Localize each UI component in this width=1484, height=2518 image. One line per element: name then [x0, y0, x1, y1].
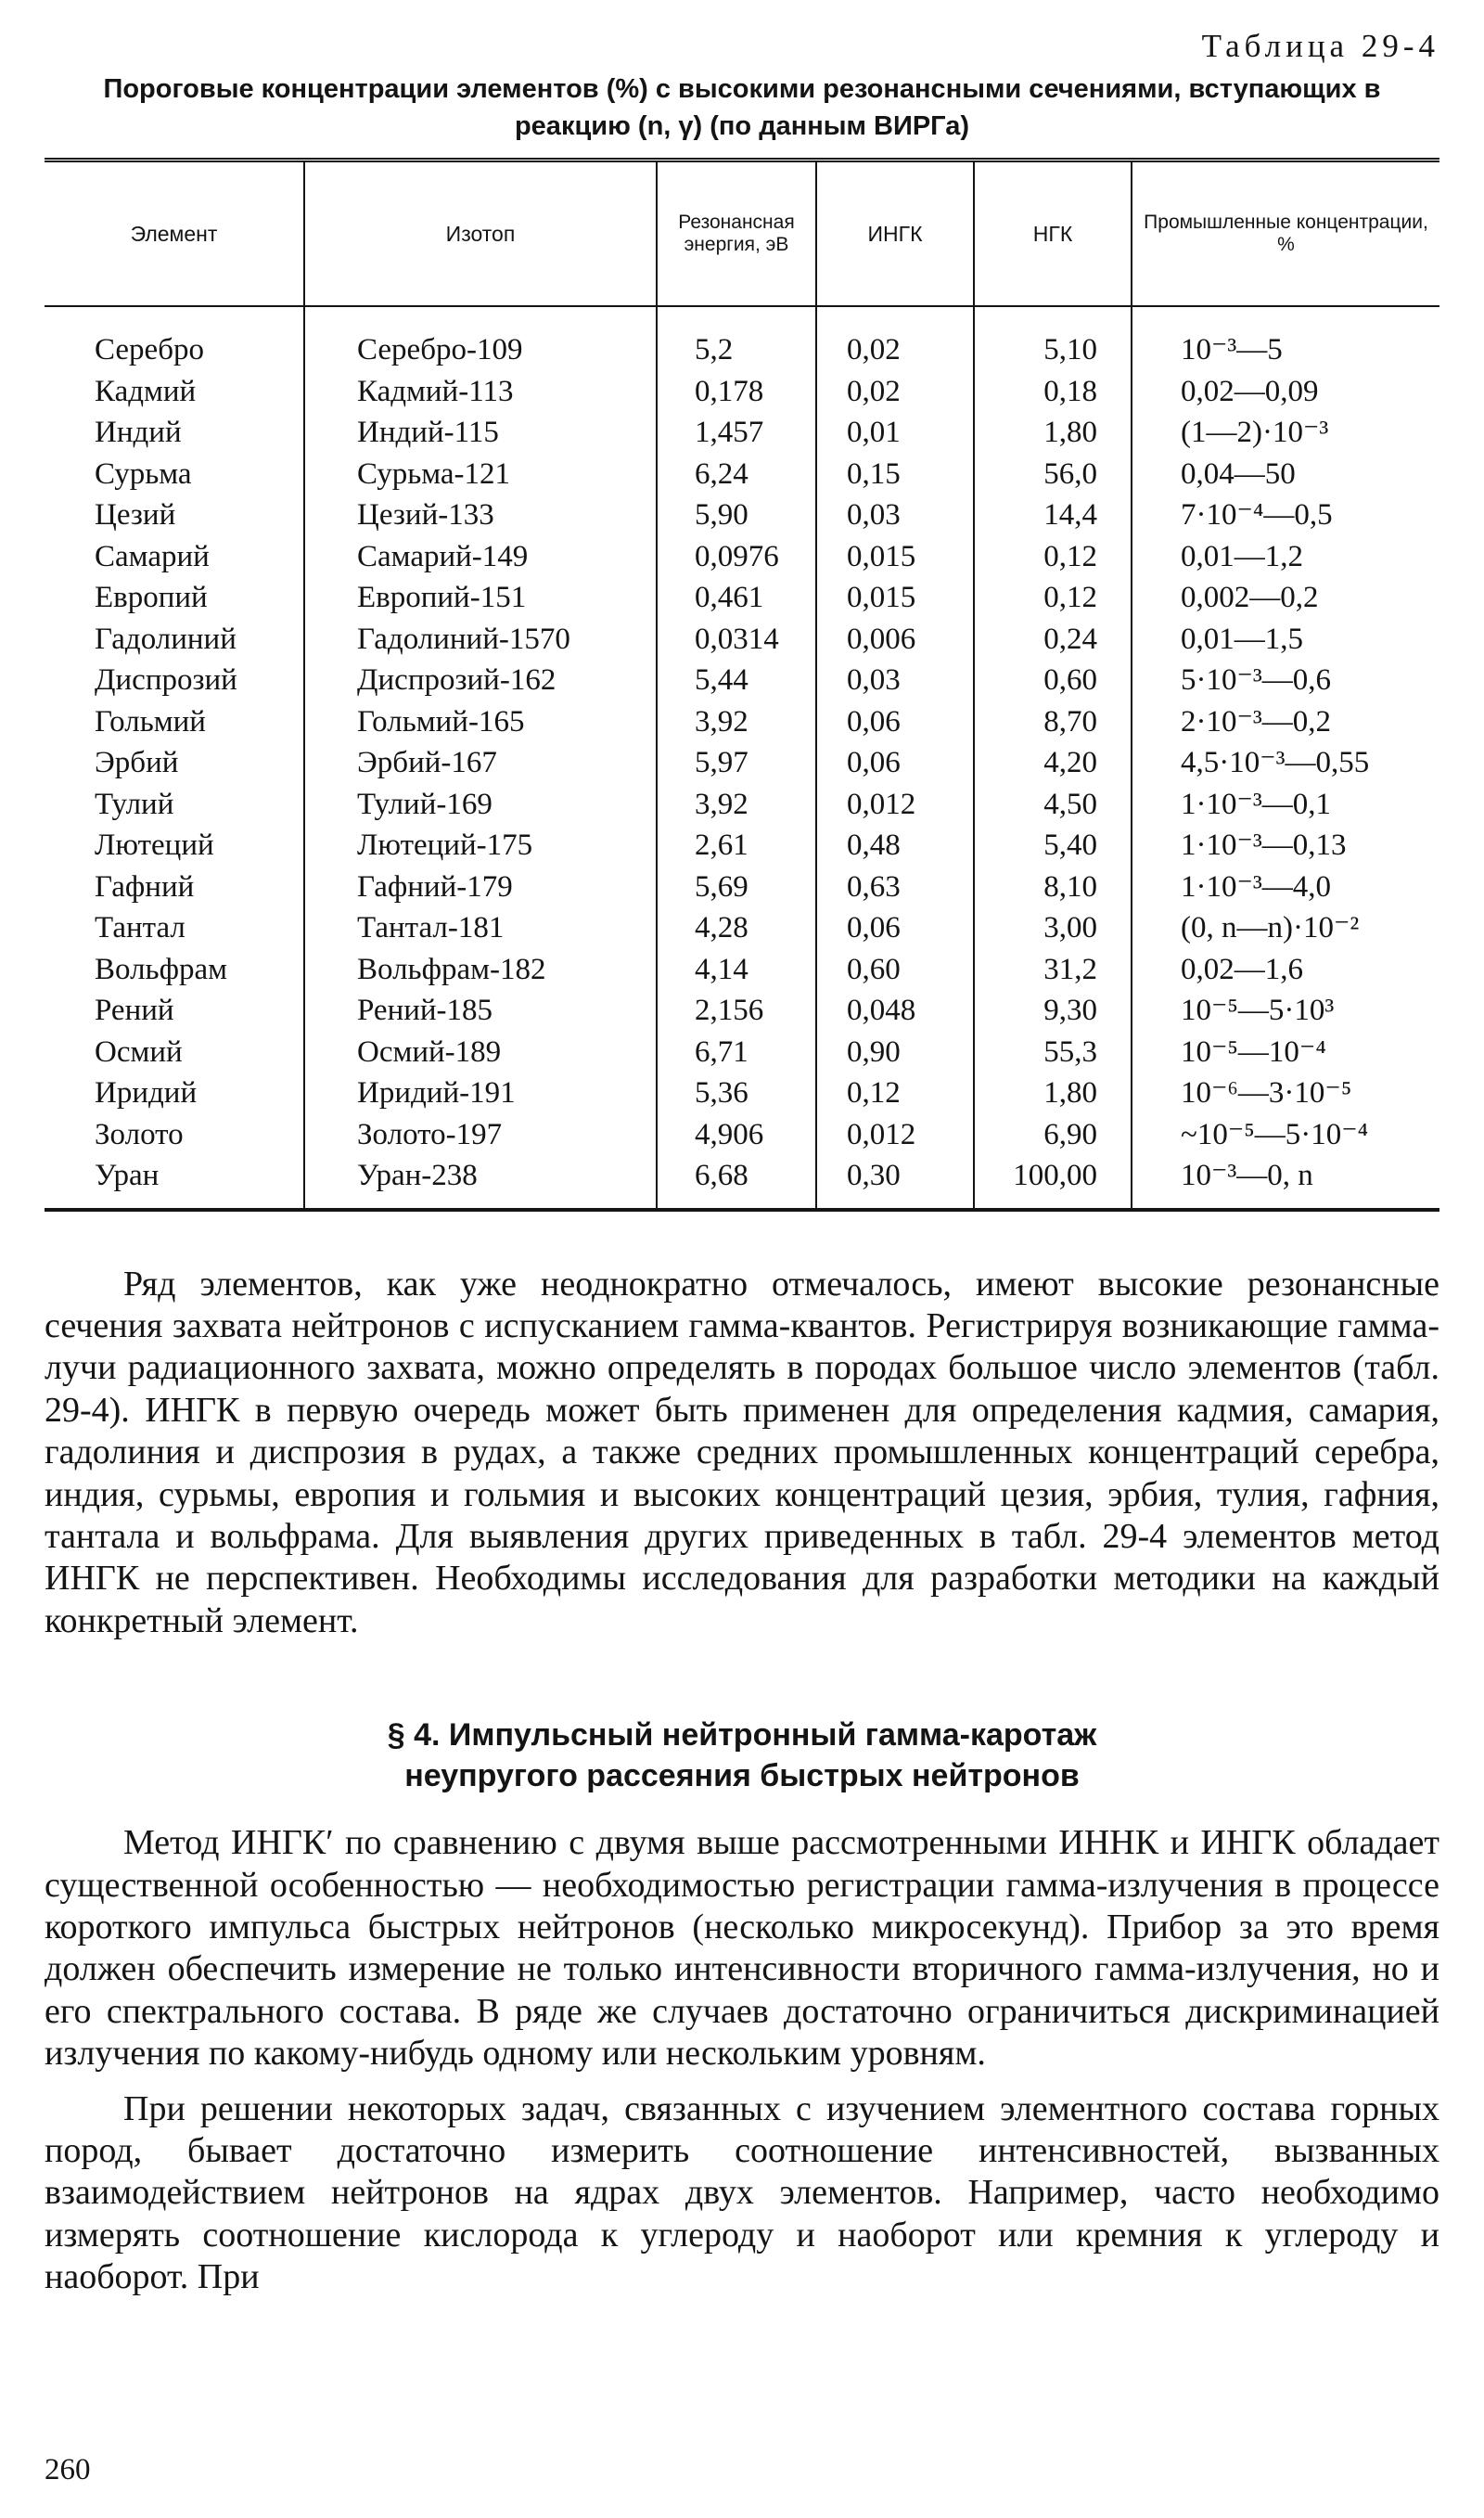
- cell-ingk: 0,90: [816, 1032, 974, 1073]
- table-number: Таблица 29-4: [1201, 28, 1439, 64]
- cell-ingk: 0,03: [816, 495, 974, 536]
- cell-element: Вольфрам: [95, 952, 228, 986]
- table-row: [45, 412, 1439, 454]
- cell-ngk: 8,10: [974, 867, 1132, 908]
- cell-ngk: 0,18: [974, 371, 1132, 413]
- cell-ingk: 0,02: [816, 306, 974, 371]
- cell-element: Иридий: [95, 1076, 198, 1110]
- cell-industrial-concentration: 7·10⁻⁴—0,5: [1132, 495, 1439, 536]
- cell-isotope: Вольфрам-182: [304, 949, 657, 991]
- cell-ngk: 4,20: [974, 742, 1132, 784]
- table-row: [45, 1155, 1439, 1210]
- cell-industrial-concentration: 5·10⁻³—0,6: [1132, 660, 1439, 701]
- body-text-2: [45, 1822, 1439, 2298]
- cell-resonance-energy: 0,461: [657, 577, 816, 619]
- table-row: [45, 1032, 1439, 1073]
- cell-industrial-concentration: 10⁻⁶—3·10⁻⁵: [1132, 1073, 1439, 1114]
- cell-ngk: 1,80: [974, 412, 1132, 454]
- cell-isotope: Диспрозий-162: [304, 660, 657, 701]
- cell-ingk: 0,01: [816, 412, 974, 454]
- cell-element: Лютеций: [95, 829, 214, 862]
- cell-element: Уран: [95, 1159, 160, 1192]
- cell-isotope: Эрбий-167: [304, 742, 657, 784]
- cell-industrial-concentration: 1·10⁻³—0,13: [1132, 825, 1439, 867]
- cell-isotope: Осмий-189: [304, 1032, 657, 1073]
- cell-ngk: 14,4: [974, 495, 1132, 536]
- cell-resonance-energy: 6,71: [657, 1032, 816, 1073]
- table-row: [45, 371, 1439, 413]
- cell-resonance-energy: 6,68: [657, 1155, 816, 1210]
- cell-element: Серебро: [95, 333, 204, 366]
- cell-ingk: 0,02: [816, 371, 974, 413]
- header-resonance-energy: Резонансная энергия, эВ: [657, 161, 816, 307]
- cell-element: Сурьма: [95, 456, 192, 491]
- cell-resonance-energy: 3,92: [657, 701, 816, 743]
- cell-element: Эрбий: [95, 746, 179, 779]
- cell-isotope: Самарий-149: [304, 536, 657, 578]
- cell-element: Европий: [95, 581, 208, 614]
- cell-resonance-energy: 5,69: [657, 867, 816, 908]
- cell-isotope: Тулий-169: [304, 784, 657, 826]
- table-row: [45, 454, 1439, 495]
- table-row: [45, 825, 1439, 867]
- cell-element: Индий: [95, 416, 182, 449]
- table-row: [45, 742, 1439, 784]
- cell-resonance-energy: 2,156: [657, 990, 816, 1032]
- cell-element: Гафний: [95, 869, 195, 904]
- cell-industrial-concentration: 10⁻³—5: [1132, 306, 1439, 371]
- cell-isotope: Иридий-191: [304, 1073, 657, 1114]
- cell-element: Рений: [95, 994, 174, 1027]
- cell-industrial-concentration: 10⁻⁵—5·10³: [1132, 990, 1439, 1032]
- cell-industrial-concentration: 0,04—50: [1132, 454, 1439, 495]
- cell-element: Самарий: [95, 539, 210, 573]
- table-caption: Пороговые концентрации элементов (%) с высокими резонансными сечениями, вступающих в реакцию (n, γ) (по данным ВИРГа): [103, 74, 1381, 141]
- cell-element: Гадолиний: [95, 622, 237, 656]
- cell-ingk: 0,012: [816, 1114, 974, 1156]
- cell-resonance-energy: 6,24: [657, 454, 816, 495]
- cell-ingk: 0,048: [816, 990, 974, 1032]
- cell-isotope: Уран-238: [304, 1155, 657, 1210]
- cell-ingk: 0,06: [816, 742, 974, 784]
- cell-ingk: 0,60: [816, 949, 974, 991]
- cell-resonance-energy: 0,178: [657, 371, 816, 413]
- cell-ngk: 5,40: [974, 825, 1132, 867]
- table-row: [45, 949, 1439, 991]
- cell-ingk: 0,015: [816, 536, 974, 578]
- table-body: [45, 306, 1439, 1210]
- table-row: [45, 660, 1439, 701]
- cell-industrial-concentration: 0,02—1,6: [1132, 949, 1439, 991]
- cell-isotope: Кадмий-113: [304, 371, 657, 413]
- header-element: Элемент: [45, 161, 304, 307]
- cell-isotope: Серебро-109: [304, 306, 657, 371]
- cell-resonance-energy: 5,44: [657, 660, 816, 701]
- cell-ngk: 1,80: [974, 1073, 1132, 1114]
- cell-industrial-concentration: 0,02—0,09: [1132, 371, 1439, 413]
- cell-ngk: 0,24: [974, 619, 1132, 661]
- cell-isotope: Индий-115: [304, 412, 657, 454]
- cell-ngk: 3,00: [974, 907, 1132, 949]
- cell-resonance-energy: 5,97: [657, 742, 816, 784]
- cell-ngk: 0,12: [974, 577, 1132, 619]
- header-industrial-concentrations: Промышленные концентрации, %: [1132, 161, 1439, 307]
- cell-industrial-concentration: 0,01—1,2: [1132, 536, 1439, 578]
- cell-ingk: 0,12: [816, 1073, 974, 1114]
- cell-ingk: 0,012: [816, 784, 974, 826]
- header-ngk: НГК: [974, 161, 1132, 307]
- cell-industrial-concentration: 10⁻³—0, n: [1132, 1155, 1439, 1210]
- cell-industrial-concentration: (0, n—n)·10⁻²: [1132, 907, 1439, 949]
- cell-element: Тантал: [95, 911, 186, 944]
- cell-isotope: Гольмий-165: [304, 701, 657, 743]
- cell-resonance-energy: 5,90: [657, 495, 816, 536]
- cell-industrial-concentration: 0,002—0,2: [1132, 577, 1439, 619]
- cell-resonance-energy: 3,92: [657, 784, 816, 826]
- cell-ingk: 0,48: [816, 825, 974, 867]
- table-row: [45, 536, 1439, 578]
- cell-industrial-concentration: 0,01—1,5: [1132, 619, 1439, 661]
- cell-resonance-energy: 2,61: [657, 825, 816, 867]
- cell-isotope: Золото-197: [304, 1114, 657, 1156]
- cell-ngk: 4,50: [974, 784, 1132, 826]
- table-row: [45, 306, 1439, 371]
- table-row: [45, 907, 1439, 949]
- cell-isotope: Лютеций-175: [304, 825, 657, 867]
- cell-ingk: 0,06: [816, 907, 974, 949]
- cell-ingk: 0,06: [816, 701, 974, 743]
- cell-ngk: 6,90: [974, 1114, 1132, 1156]
- cell-element: Гольмий: [95, 704, 206, 739]
- cell-isotope: Рений-185: [304, 990, 657, 1032]
- cell-element: Золото: [95, 1117, 184, 1151]
- table-row: [45, 990, 1439, 1032]
- cell-isotope: Сурьма-121: [304, 454, 657, 495]
- cell-resonance-energy: 4,906: [657, 1114, 816, 1156]
- cell-resonance-energy: 5,36: [657, 1073, 816, 1114]
- cell-industrial-concentration: 10⁻⁵—10⁻⁴: [1132, 1032, 1439, 1073]
- cell-ingk: 0,03: [816, 660, 974, 701]
- table-row: [45, 784, 1439, 826]
- cell-ngk: 55,3: [974, 1032, 1132, 1073]
- cell-ingk: 0,006: [816, 619, 974, 661]
- cell-isotope: Цезий-133: [304, 495, 657, 536]
- cell-resonance-energy: 5,2: [657, 306, 816, 371]
- book-page: [45, 26, 1439, 2299]
- cell-element: Диспрозий: [95, 663, 237, 697]
- cell-element: Цезий: [95, 498, 176, 532]
- cell-ngk: 5,10: [974, 306, 1132, 371]
- header-ingk: ИНГК: [816, 161, 974, 307]
- paragraph: Ряд элементов, как уже неоднократно отмечалось, имеют высокие резонансные сечения захвата нейтронов с испусканием гамма-квантов. Регистрируя возникающие гамма-лучи радиационного захвата, можно определять в породах большое число элементов (табл. 29-4). ИНГК в первую очередь может быть применен для определения кадмия, самария, гадолиния и диспрозия в рудах, а также средних промышленных концентраций серебра, индия, сурьмы, европия и гольмия и высоких концентраций цезия, эрбия, тулия, гафния, тантала и вольфрама. Для выявления других приведенных в табл. 29-4 элементов метод ИНГК не перспективен. Необходимы исследования для разработки методики на каждый конкретный элемент.: [45, 1264, 1439, 1640]
- cell-ngk: 31,2: [974, 949, 1132, 991]
- cell-industrial-concentration: 1·10⁻³—0,1: [1132, 784, 1439, 826]
- paragraph: При решении некоторых задач, связанных с изучением элементного состава горных пород, бывает достаточно измерить соотношение интенсивностей, вызванных взаимодействием нейтронов на ядрах двух элементов. Например, часто необходимо измерять соотношение кислорода к углероду и наоборот или кремния к углероду и наоборот. При: [45, 2088, 1439, 2297]
- table-row: [45, 495, 1439, 536]
- section-heading: § 4. Импульсный нейтронный гамма-каротаж неупругого рассеяния быстрых нейтронов: [387, 1717, 1097, 1794]
- table-header-row: [45, 161, 1439, 307]
- cell-element: Кадмий: [95, 374, 197, 408]
- header-isotope: Изотоп: [304, 161, 657, 307]
- cell-ngk: 8,70: [974, 701, 1132, 743]
- cell-resonance-energy: 0,0976: [657, 536, 816, 578]
- cell-industrial-concentration: 2·10⁻³—0,2: [1132, 701, 1439, 743]
- cell-isotope: Гадолиний-1570: [304, 619, 657, 661]
- cell-isotope: Тантал-181: [304, 907, 657, 949]
- cell-resonance-energy: 1,457: [657, 412, 816, 454]
- table-row: [45, 1114, 1439, 1156]
- body-text-1: [45, 1264, 1439, 1643]
- cell-industrial-concentration: ~10⁻⁵—5·10⁻⁴: [1132, 1114, 1439, 1156]
- cell-ngk: 0,12: [974, 536, 1132, 578]
- cell-element: Осмий: [95, 1034, 183, 1069]
- threshold-concentrations-table: [45, 158, 1439, 1212]
- cell-industrial-concentration: 4,5·10⁻³—0,55: [1132, 742, 1439, 784]
- cell-isotope: Гафний-179: [304, 867, 657, 908]
- cell-resonance-energy: 0,0314: [657, 619, 816, 661]
- cell-element: Тулий: [95, 787, 174, 821]
- cell-ngk: 56,0: [974, 454, 1132, 495]
- table-row: [45, 701, 1439, 743]
- cell-ngk: 100,00: [974, 1155, 1132, 1210]
- cell-isotope: Европий-151: [304, 577, 657, 619]
- paragraph: Метод ИНГК′ по сравнению с двумя выше рассмотренными ИННК и ИНГК обладает существенной особенностью — необходимостью регистрации гамма-излучения в процессе короткого импульса быстрых нейтронов (несколько микросекунд). Прибор за это время должен обеспечить измерение не только интенсивности вторичного гамма-излучения, но и его спектрального состава. В ряде же случаев достаточно ограничиться дискриминацией излучения по какому-нибудь одному или нескольким уровням.: [45, 1823, 1439, 2074]
- cell-industrial-concentration: (1—2)·10⁻³: [1132, 412, 1439, 454]
- cell-ngk: 9,30: [974, 990, 1132, 1032]
- cell-ingk: 0,30: [816, 1155, 974, 1210]
- cell-ingk: 0,015: [816, 577, 974, 619]
- cell-ingk: 0,15: [816, 454, 974, 495]
- cell-ngk: 0,60: [974, 660, 1132, 701]
- table-row: [45, 867, 1439, 908]
- table-row: [45, 577, 1439, 619]
- cell-resonance-energy: 4,14: [657, 949, 816, 991]
- table-row: [45, 1073, 1439, 1114]
- cell-resonance-energy: 4,28: [657, 907, 816, 949]
- table-row: [45, 619, 1439, 661]
- cell-ingk: 0,63: [816, 867, 974, 908]
- page-number: 260: [45, 2453, 91, 2486]
- cell-industrial-concentration: 1·10⁻³—4,0: [1132, 867, 1439, 908]
